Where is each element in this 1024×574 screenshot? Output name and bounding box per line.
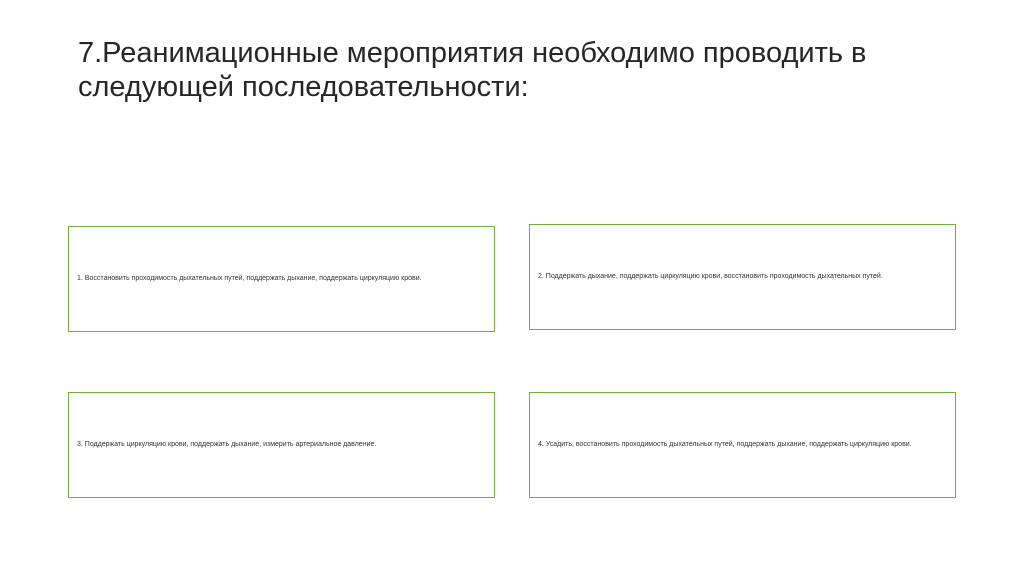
answer-option-4[interactable] — [529, 392, 956, 498]
answer-option-2-text: 2. Поддержать дыхание, поддержать циркуляцию крови, восстановить проходимость дыхательных путей. — [538, 273, 883, 280]
answer-option-3[interactable] — [68, 392, 495, 498]
question-title: 7.Реанимационные мероприятия необходимо проводить в следующей последовательности: — [78, 37, 867, 103]
answer-option-1-text: 1. Восстановить проходимость дыхательных путей, поддержать дыхание, поддержать циркуляцию крови. — [77, 275, 422, 282]
answer-option-2[interactable] — [529, 224, 956, 330]
answer-option-3-text: 3. Поддержать циркуляцию крови, поддержать дыхание, измерить артериальное давление. — [77, 441, 377, 448]
answer-option-1[interactable] — [68, 226, 495, 332]
answer-option-4-text: 4. Усадить, восстановить проходимость дыхательных путей, поддержать дыхание, поддержать циркуляцию крови. — [538, 441, 912, 448]
